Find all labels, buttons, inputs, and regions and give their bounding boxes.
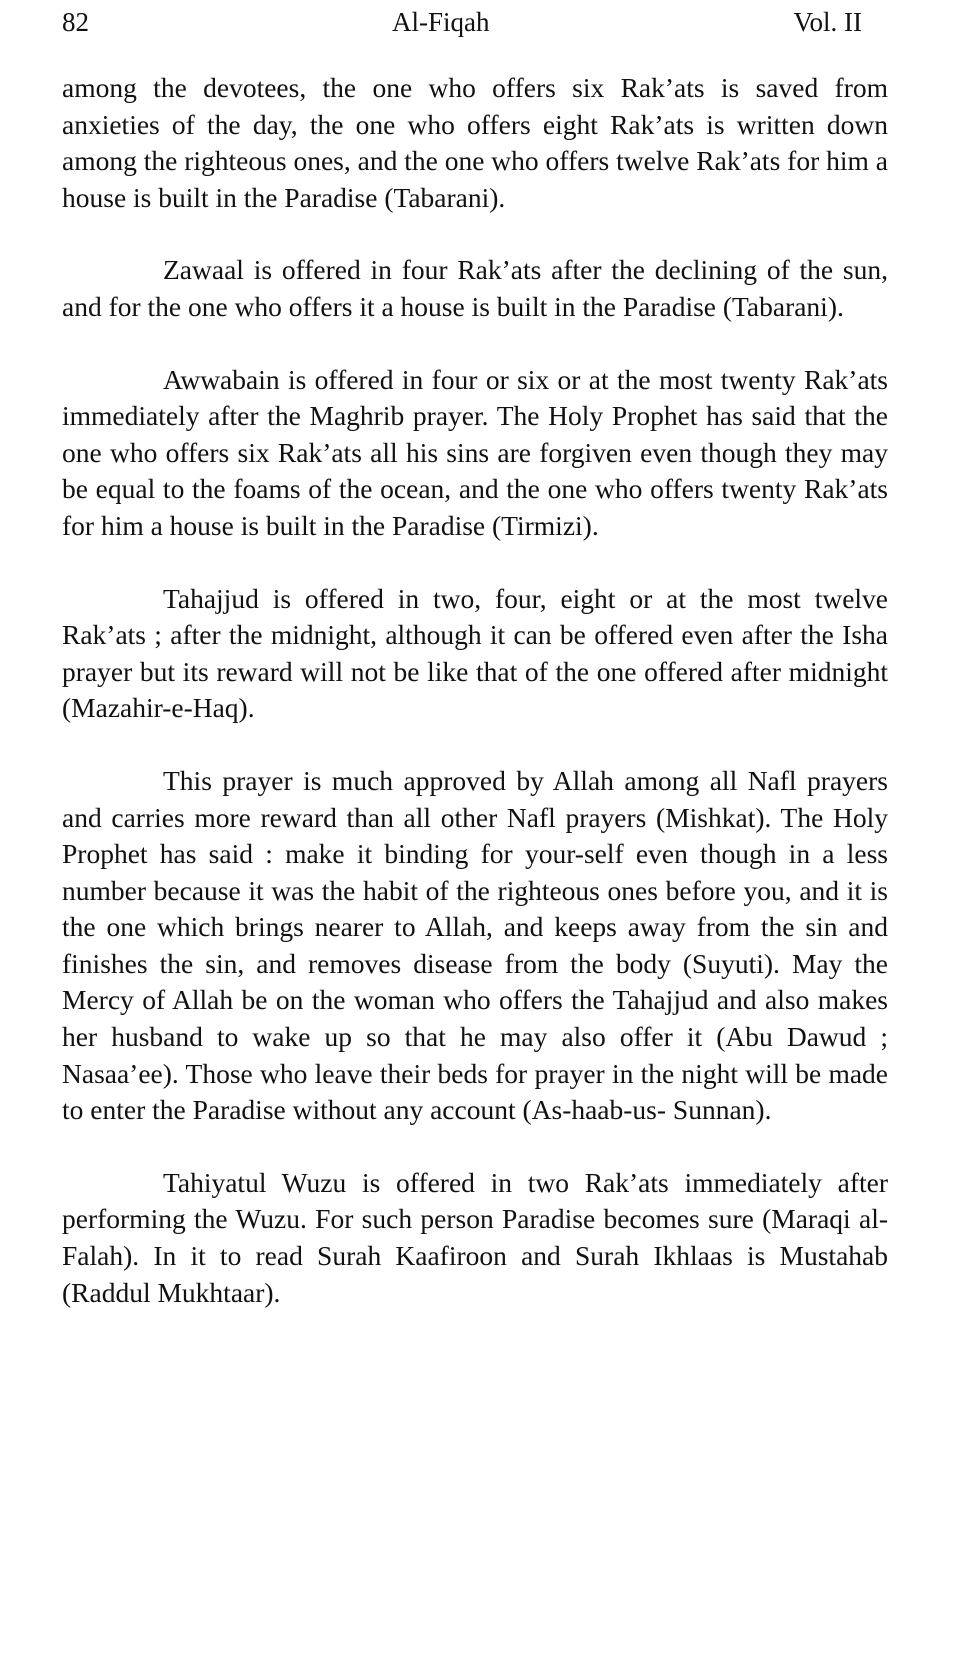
paragraph-tahajjud-virtue: This prayer is much approved by Allah among all Nafl prayers and carries more reward than all other Nafl prayers (Mishkat). The Holy Prophet has said : make it binding for your-self even though in a less number because it was the habit of the righteous ones before you, and it is the one which brings nearer to Allah, and keeps away from the sin and finishes the sin, and removes disease from the body (Suyuti). May the Mercy of Allah be on the woman who offers the Tahajjud and also makes her husband to wake up so that he may also offer it (Abu Dawud ; Nasaa’ee). Those who leave their beds for prayer in the night will be made to enter the Paradise without any account (As-haab-us- Sunnan). — [62, 764, 888, 1126]
page-number: 82 — [62, 7, 89, 37]
paragraph-tahiyatul-wuzu: Tahiyatul Wuzu is offered in two Rak’ats immediately after performing the Wuzu. For such person Paradise becomes sure (Maraqi al-Falah). In it to read Surah Kaafiroon and Surah Ikhlaas is Mustahab (Raddul Mukhtaar). — [62, 1166, 888, 1308]
paragraph-continued-devotees: among the devotees, the one who offers six Rak’ats is saved from anxieties of the day, the one who offers eight Rak’ats is written down among the righteous ones, and the one who offers twelve Rak’ats for him a house is built in the Paradise (Tabarani). — [62, 72, 888, 213]
paragraph-awwabain: Awwabain is offered in four or six or at the most twenty Rak’ats immediately after the Maghrib prayer. The Holy Prophet has said that the one who offers six Rak’ats all his sins are forgiven even though they may be equal to the foams of the ocean, and the one who offers twenty Rak’ats for him a house is built in the Paradise (Tirmizi). — [62, 363, 888, 541]
body-text — [62, 70, 888, 1347]
volume-label: Vol. II — [793, 7, 862, 37]
running-head — [62, 4, 862, 40]
paragraph-zawaal: Zawaal is offered in four Rak’ats after the declining of the sun, and for the one who offers it a house is built in the Paradise (Tabarani). — [62, 254, 888, 322]
paragraph-tahajjud: Tahajjud is offered in two, four, eight or at the most twelve Rak’ats ; after the midnight, although it can be offered even after the Isha prayer but its reward will not be like that of the one offered after midnight (Mazahir-e-Haq). — [62, 582, 888, 724]
book-title: Al-Fiqah — [392, 7, 490, 37]
